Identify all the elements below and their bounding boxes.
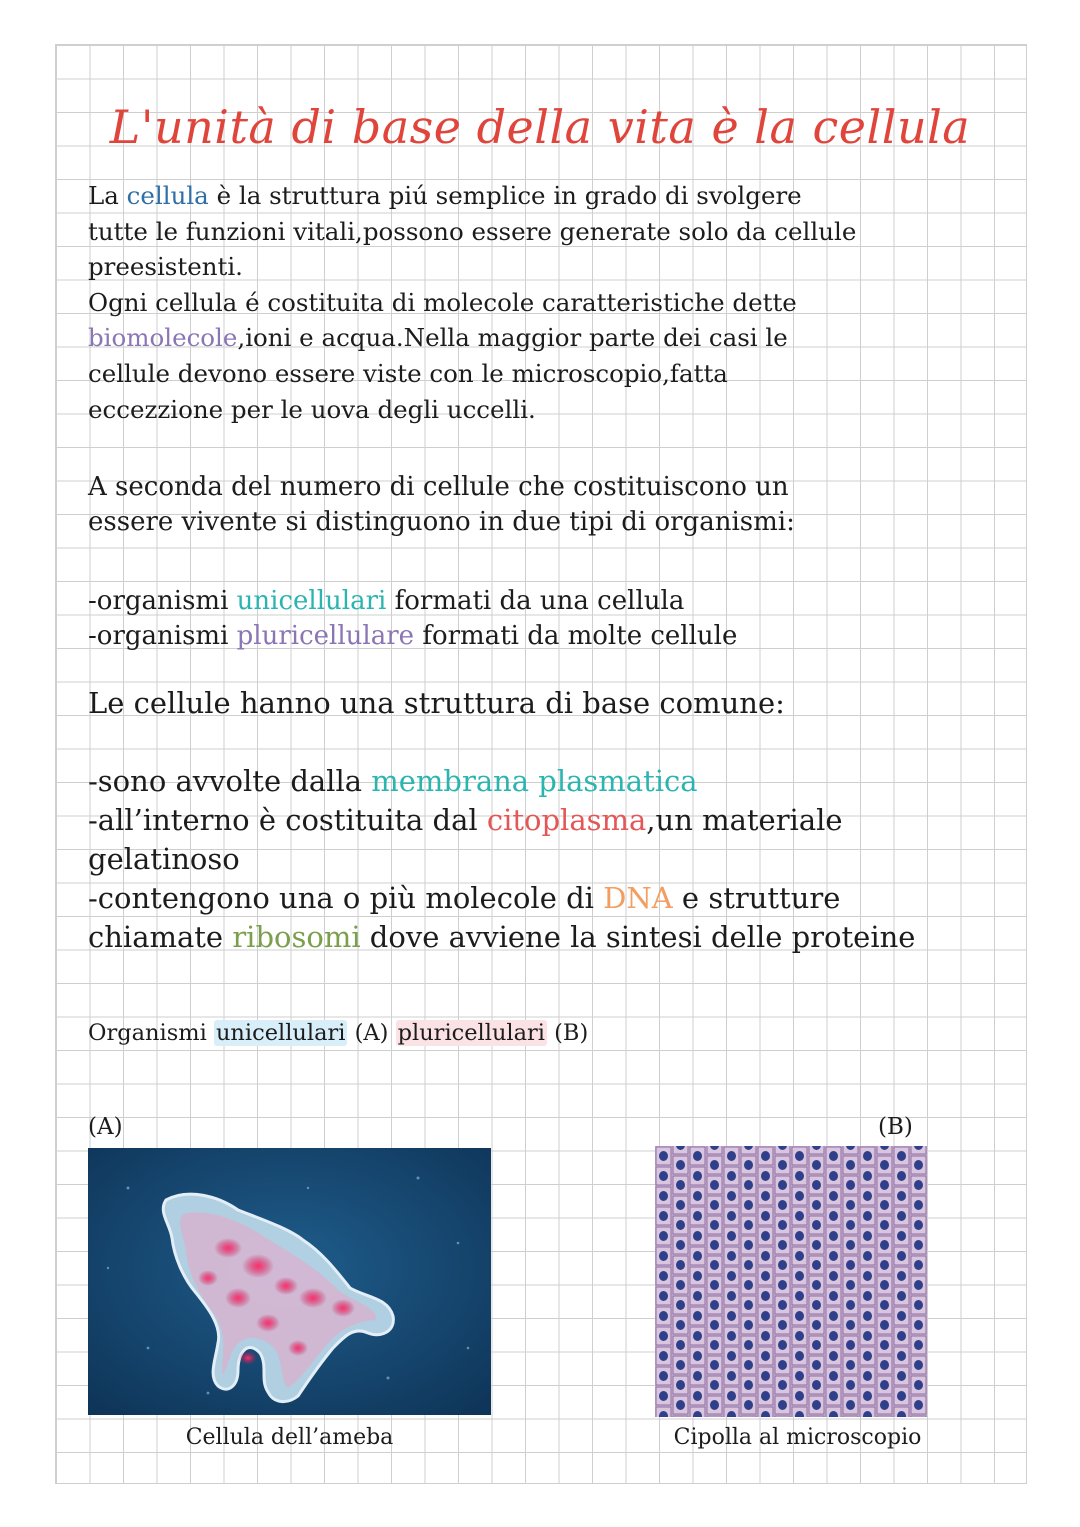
term-membrana-plasmatica: membrana plasmatica xyxy=(371,764,698,798)
onion-cells-image xyxy=(655,1146,927,1417)
paragraph-cell-structure: Le cellule hanno una struttura di base comune: -sono avvolte dalla membrana plasmatica -all’interno è costituita dal citoplasma,un materiale gelatinoso -contengono una o più molecole di DNA e strutture chiamate ribosomi dove avviene la sintesi delle proteine xyxy=(88,684,1020,957)
figure-caption: Organismi unicellulari (A) pluricellulari (B) xyxy=(88,1020,589,1046)
highlight-unicellulari: unicellulari xyxy=(215,1020,346,1046)
list-item: -organismi unicellulari formati da una cellula xyxy=(88,586,685,616)
list-organisms xyxy=(88,584,1020,654)
paragraph-organism-types: A seconda del numero di cellule che costituiscono un essere vivente si distinguono in due tipi di organismi: xyxy=(88,472,795,537)
term-biomolecole: biomolecole xyxy=(88,323,238,353)
term-unicellulari: unicellulari xyxy=(236,586,387,616)
term-cellula: cellula xyxy=(126,181,209,210)
term-pluricellulare: pluricellulare xyxy=(236,621,415,651)
list-item: -contengono una o più molecole di DNA e strutture xyxy=(88,881,841,915)
amoeba-image xyxy=(88,1148,491,1415)
list-item: -all’interno è costituita dal citoplasma,un materiale xyxy=(88,803,843,837)
caption-onion: Cipolla al microscopio xyxy=(673,1425,922,1450)
highlight-pluricellulari: pluricellulari xyxy=(397,1020,545,1046)
caption-amoeba: Cellula dell’ameba xyxy=(185,1425,394,1450)
term-citoplasma: citoplasma xyxy=(486,803,647,837)
term-dna: DNA xyxy=(603,881,673,915)
figure-label-b: (B) xyxy=(878,1114,913,1140)
list-item: -organismi pluricellulare formati da molte cellule xyxy=(88,621,738,651)
paragraph-cell-definition: La cellula è la struttura piú semplice in grado di svolgere tutte le funzioni vitali,possono essere generate solo da cellule preesistenti. Ogni cellula é costituita di molecole caratteristiche dette biomolecole,ioni e acqua.Nella maggior parte dei casi le cellule devono essere viste con le microscopio,fatta eccezzione per le uova degli uccelli. xyxy=(88,181,857,424)
term-ribosomi: ribosomi xyxy=(232,920,361,954)
list-item: -sono avvolte dalla membrana plasmatica xyxy=(88,764,698,798)
figure-label-a: (A) xyxy=(88,1114,123,1140)
page-title: L'unità di base della vita è la cellula xyxy=(109,100,971,154)
